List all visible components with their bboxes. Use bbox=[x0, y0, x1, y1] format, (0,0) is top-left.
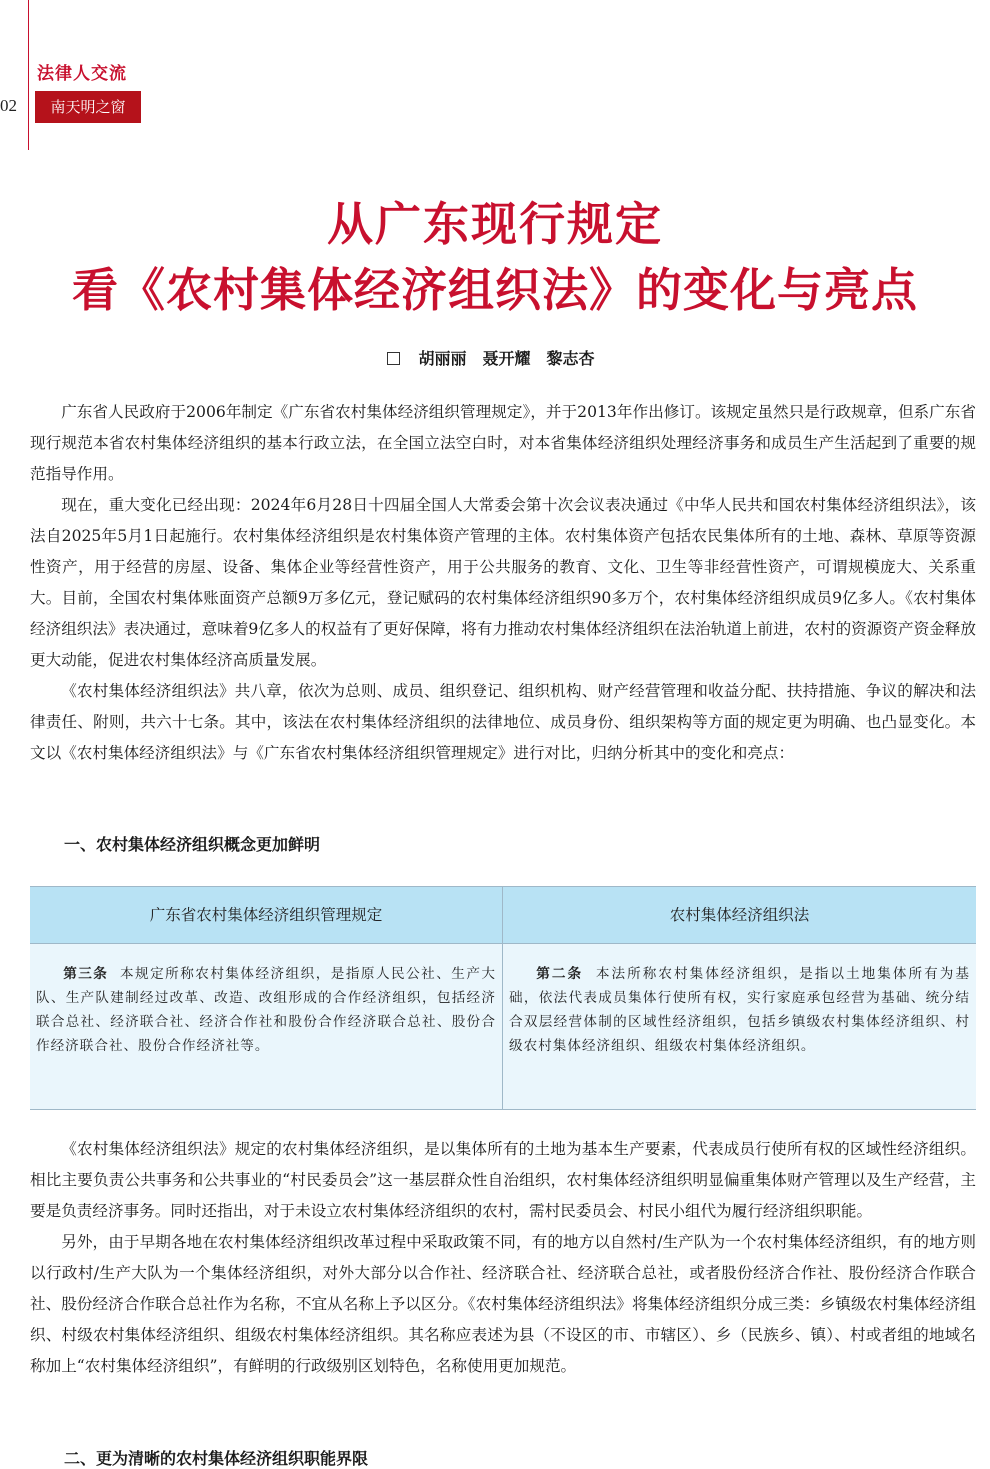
comparison-cell-right bbox=[503, 944, 976, 1109]
byline bbox=[0, 346, 990, 369]
page-number: 02 bbox=[0, 96, 17, 115]
square-icon bbox=[387, 352, 400, 365]
paragraph: 《农村集体经济组织法》规定的农村集体经济组织，是以集体所有的土地为基本生产要素，代表成员行使所有权的区域性经济组织。相比主要负责公共事务和公共事业的“村民委员会”这一基层群众性自治组织，农村集体经济组织明显偏重集体财产管理以及生产经营，主要是负责经济事务。同时还指出，对于未设立农村集体经济组织的农村，需村民委员会、村民小组代为履行经济组织职能。 bbox=[30, 1140, 976, 1220]
section-heading-2: 二、更为清晰的农村集体经济组织职能界限 bbox=[64, 1449, 369, 1468]
paragraph: 《农村集体经济组织法》共八章，依次为总则、成员、组织登记、组织机构、财产经营管理和收益分配、扶持措施、争议的解决和法律责任、附则，共六十七条。其中，该法在农村集体经济组织的法律地位、成员身份、组织架构等方面的规定更为明确、也凸显变化。本文以《农村集体经济组织法》与《广东省农村集体经济组织管理规定》进行对比，归纳分析其中的变化和亮点： bbox=[30, 682, 976, 762]
margin-rule bbox=[28, 0, 29, 150]
comparison-header-left: 广东省农村集体经济组织管理规定 bbox=[30, 887, 502, 943]
column-name: 法律人交流 bbox=[37, 64, 127, 84]
author: 聂开耀 bbox=[482, 349, 531, 368]
author: 胡丽丽 bbox=[418, 349, 467, 368]
comparison-header-right: 农村集体经济组织法 bbox=[503, 887, 976, 943]
paragraph: 广东省人民政府于2006年制定《广东省农村集体经济组织管理规定》，并于2013年作出修订。该规定虽然只是行政规章，但系广东省现行规范本省农村集体经济组织的基本行政立法，在全国立法空白时，对本省集体经济组织处理经济事务和成员生产生活起到了重要的规范指导作用。 bbox=[30, 403, 976, 483]
column-divider bbox=[502, 887, 503, 1109]
intro-body bbox=[30, 397, 976, 769]
article-text: 本法所称农村集体经济组织，是指以土地集体所有为基础，依法代表成员集体行使所有权，实行家庭承包经营为基础、统分结合双层经营体制的区域性经济组织，包括乡镇级农村集体经济组织、村级农村集体经济组织、组级农村集体经济组织。 bbox=[509, 966, 971, 1054]
comparison-cell-left bbox=[30, 944, 502, 1109]
paragraph: 另外，由于早期各地在农村集体经济组织改革过程中采取政策不同，有的地方以自然村/生产队为一个农村集体经济组织，有的地方则以行政村/生产大队为一个集体经济组织，对外大部分以合作社、经济联合社、经济联合总社，或者股份经济合作社、股份经济合作联合社、股份经济合作联合总社作为名称，不宜从名称上予以区分。《农村集体经济组织法》将集体经济组织分成三类：乡镇级农村集体经济组织、村级农村集体经济组织、组级农村集体经济组织。其名称应表述为县（不设区的市、市辖区）、乡（民族乡、镇）、村或者组的地域名称加上“农村集体经济组织”，有鲜明的行政级别区划特色，名称使用更加规范。 bbox=[30, 1233, 976, 1375]
section-heading-1: 一、农村集体经济组织概念更加鲜明 bbox=[64, 835, 321, 854]
author: 黎志杏 bbox=[546, 349, 595, 368]
article-text: 本规定所称农村集体经济组织，是指原人民公社、生产大队、生产队建制经过改革、改造、改组形成的合作经济组织，包括经济联合总社、经济联合社、经济合作社和股份合作经济联合总社、股份合作经济联合社、股份合作经济社等。 bbox=[36, 966, 496, 1054]
section-tag: 南天明之窗 bbox=[35, 91, 141, 123]
article-number: 第二条 bbox=[536, 966, 584, 982]
comparison-table bbox=[30, 886, 976, 1110]
article-number: 第三条 bbox=[63, 966, 109, 982]
article-title-line2: 看《农村集体经济组织法》的变化与亮点 bbox=[72, 263, 918, 317]
paragraph: 现在，重大变化已经出现：2024年6月28日十四届全国人大常委会第十次会议表决通过《中华人民共和国农村集体经济组织法》，该法自2025年5月1日起施行。农村集体经济组织是农村集体资产管理的主体。农村集体资产包括农民集体所有的土地、森林、草原等资源性资产，用于经营的房屋、设备、集体企业等经营性资产，用于公共服务的教育、文化、卫生等非经营性资产，可谓规模庞大、关系重大。目前，全国农村集体账面资产总额9万多亿元，登记赋码的农村集体经济组织90多万个，农村集体经济组织成员9亿多人。《农村集体经济组织法》表决通过，意味着9亿多人的权益有了更好保障，将有力推动农村集体经济组织在法治轨道上前进，农村的资源资产资金释放更大动能，促进农村集体经济高质量发展。 bbox=[30, 496, 976, 669]
after-body bbox=[30, 1134, 976, 1382]
article-title-line1: 从广东现行规定 bbox=[327, 197, 663, 251]
